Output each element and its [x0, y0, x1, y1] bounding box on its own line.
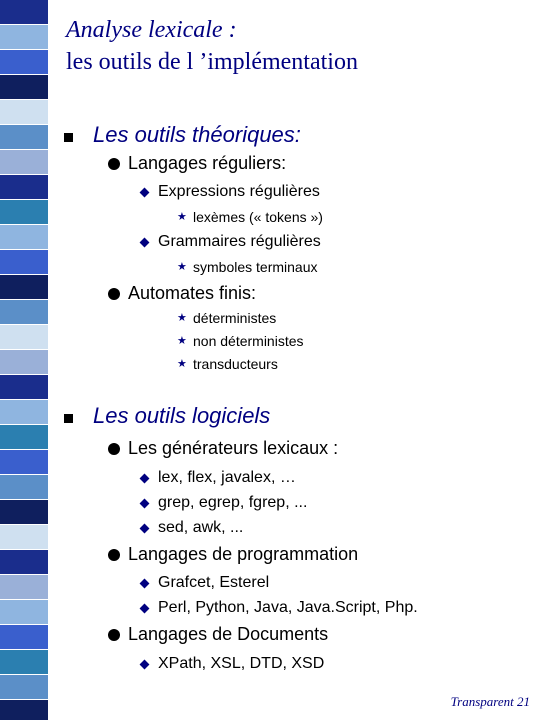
- decorative-square: [0, 125, 48, 149]
- diamond-bullet-icon: [140, 474, 150, 484]
- star-bullet-icon: ★: [177, 261, 187, 273]
- diamond-bullet-icon: [140, 188, 150, 198]
- item-langages-documents: Langages de Documents: [128, 624, 329, 644]
- item-grammaires-regulieres: Grammaires régulières: [158, 233, 321, 250]
- decorative-square: [0, 275, 48, 299]
- decorative-square: [0, 175, 48, 199]
- diamond-bullet-icon: [140, 499, 150, 509]
- decorative-square: [0, 75, 48, 99]
- decorative-square: [0, 200, 48, 224]
- decorative-square: [0, 0, 48, 24]
- decorative-square: [0, 100, 48, 124]
- slide-footer: Transparent 21: [450, 694, 530, 709]
- item-langages-programmation: Langages de programmation: [128, 544, 359, 564]
- decorative-square: [0, 250, 48, 274]
- item-non-deterministes: non déterministes: [193, 333, 304, 349]
- decorative-square: [0, 675, 48, 699]
- decorative-square: [0, 25, 48, 49]
- item-perl: Perl, Python, Java, Java.Script, Php.: [158, 599, 418, 616]
- circle-bullet-icon: [108, 288, 120, 300]
- decorative-square: [0, 575, 48, 599]
- diamond-bullet-icon: [140, 660, 150, 670]
- item-transducteurs: transducteurs: [193, 356, 278, 372]
- item-langages-reguliers: Langages réguliers:: [128, 153, 287, 173]
- square-bullet-icon: [64, 133, 73, 142]
- title-line-2: les outils de l ’implémentation: [66, 49, 358, 75]
- decorative-square: [0, 375, 48, 399]
- diamond-bullet-icon: [140, 238, 150, 248]
- decorative-square: [0, 150, 48, 174]
- star-bullet-icon: ★: [177, 335, 187, 347]
- decorative-square: [0, 650, 48, 674]
- decorative-square: [0, 525, 48, 549]
- decorative-square: [0, 225, 48, 249]
- decorative-square: [0, 350, 48, 374]
- diamond-bullet-icon: [140, 579, 150, 589]
- decorative-square: [0, 450, 48, 474]
- circle-bullet-icon: [108, 443, 120, 455]
- decorative-square: [0, 425, 48, 449]
- circle-bullet-icon: [108, 629, 120, 641]
- star-bullet-icon: ★: [177, 211, 187, 223]
- decorative-square: [0, 475, 48, 499]
- item-automates-finis: Automates finis:: [128, 283, 257, 303]
- item-xpath: XPath, XSL, DTD, XSD: [158, 655, 325, 672]
- decorative-square: [0, 300, 48, 324]
- star-bullet-icon: ★: [177, 358, 187, 370]
- item-deterministes: déterministes: [193, 310, 277, 326]
- item-grafcet: Grafcet, Esterel: [158, 574, 270, 591]
- section-software-tools: Les outils logiciels: [93, 403, 271, 428]
- decorative-square-strip: [0, 0, 48, 720]
- diamond-bullet-icon: [140, 524, 150, 534]
- decorative-square: [0, 500, 48, 524]
- item-lexemes: lexèmes (« tokens »): [193, 209, 323, 225]
- slide-title: [66, 14, 358, 78]
- item-expressions-regulieres: Expressions régulières: [158, 183, 320, 200]
- circle-bullet-icon: [108, 549, 120, 561]
- star-bullet-icon: ★: [177, 312, 187, 324]
- decorative-square: [0, 550, 48, 574]
- diamond-bullet-icon: [140, 604, 150, 614]
- decorative-square: [0, 700, 48, 720]
- decorative-square: [0, 325, 48, 349]
- circle-bullet-icon: [108, 158, 120, 170]
- square-bullet-icon: [64, 414, 73, 423]
- decorative-square: [0, 400, 48, 424]
- item-generateurs-lexicaux: Les générateurs lexicaux :: [128, 438, 339, 458]
- item-lex: lex, flex, javalex, …: [158, 469, 296, 486]
- decorative-square: [0, 50, 48, 74]
- decorative-square: [0, 625, 48, 649]
- item-sed: sed, awk, ...: [158, 519, 244, 536]
- item-grep: grep, egrep, fgrep, ...: [158, 494, 308, 511]
- decorative-square: [0, 600, 48, 624]
- title-line-1: Analyse lexicale :: [66, 17, 237, 43]
- item-symboles-terminaux: symboles terminaux: [193, 259, 318, 275]
- section-theoretical-tools: Les outils théoriques:: [93, 122, 301, 147]
